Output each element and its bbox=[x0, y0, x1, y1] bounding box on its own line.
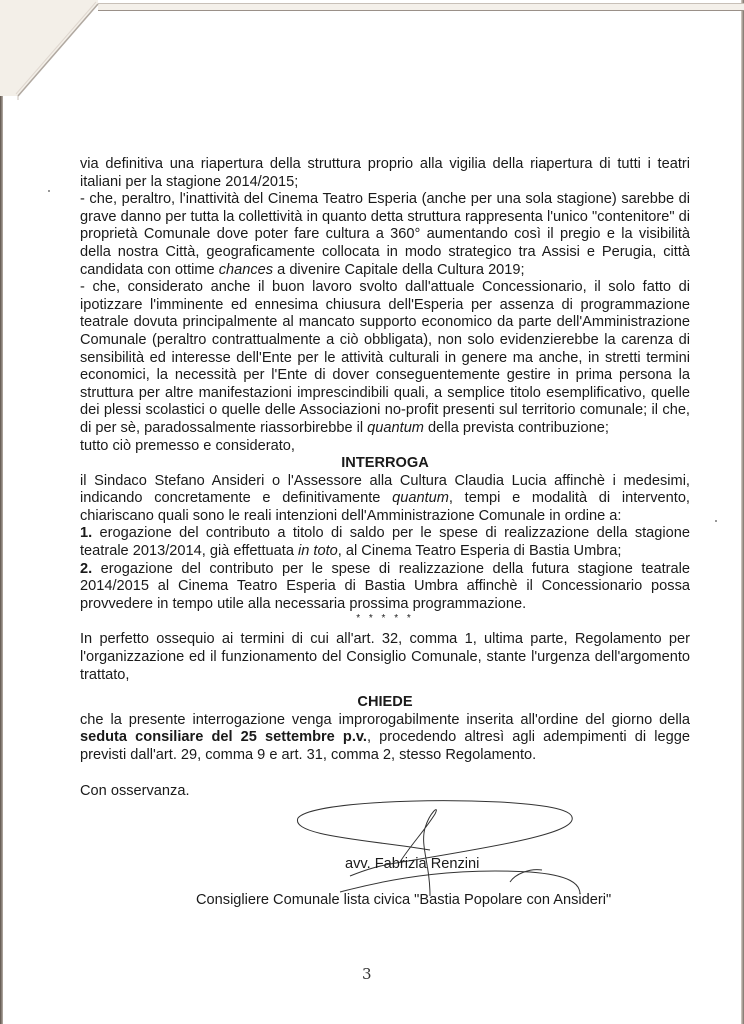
paragraph-text: - che, peraltro, l'inattività del Cinema Teatro Esperia (anche per una sola stagione) sarebbe di grave danno per tutta la collettività in quanto detta struttura rappresenta l'unico "contenitore" di proprietà Comunale dove poter fare cultura a 360° aumentando così il pregio e la visibilità della nostra Città, geograficamente collocata in modo strategico tra Assisi e Perugia, città candidata con ottime bbox=[80, 191, 690, 278]
paragraph-text: che la presente interrogazione venga improrogabilmente inserita all'ordine del giorno della bbox=[80, 711, 690, 728]
bold-date: seduta consiliare del 25 settembre p.v. bbox=[80, 729, 367, 746]
paragraph-text: a divenire Capitale della Cultura 2019; bbox=[273, 261, 525, 278]
italic-term: chances bbox=[218, 261, 274, 278]
list-item-number: 2. bbox=[80, 560, 93, 577]
handwritten-signature bbox=[280, 798, 660, 898]
paragraph-concessionario bbox=[80, 279, 690, 437]
scan-speck bbox=[48, 190, 50, 192]
signature-block bbox=[80, 806, 690, 892]
page-top-edge bbox=[98, 3, 744, 11]
closing-salutation: Con osservanza. bbox=[80, 782, 190, 799]
heading-chiede: CHIEDE bbox=[357, 694, 413, 711]
paragraph-premesso: tutto ciò premesso e considerato, bbox=[80, 437, 295, 454]
page-number: 3 bbox=[362, 965, 372, 983]
paragraph-interroga bbox=[80, 473, 690, 526]
paragraph-text: , procedendo altresì agli adempimenti di legge previsti dall'art. 29, comma 9 e art. 31, comma 2, stesso Regolamento. bbox=[80, 729, 691, 763]
paragraph-text: , tempi e modalità di intervento, chiariscano quali sono le reali intenzioni dell'Amministrazione Comunale in ordine a: bbox=[80, 490, 690, 524]
paragraph-text: - che, considerato anche il buon lavoro svolto dall'attuale Concessionario, il solo fatto di ipotizzare l'imminente ed ennesima chiusura dell'Esperia per assenza di programmazione teatrale dovuta principalmente al mancato supporto economico da parte dell'Amministrazione Comunale (peraltro contrattualmente a ciò obbligata), non solo evidenzierebbe la carenza di sensibilità ed interesse dell'Ente per le attività culturali in genere ma anche, in stretti termini economici, la necessità per l'Ente di dover conseguentemente gestire in prima persona la struttura per altre manifestazioni imprescindibili quali, a semplice titolo esemplificativo, quelle dei plessi scolastici o quelle delle Associazioni no-profit presenti sul territorio comunale; il che, di per sè, paradossalmente riassorbirebbe il bbox=[80, 279, 690, 436]
list-item bbox=[80, 525, 690, 560]
italic-term: in toto bbox=[298, 543, 338, 560]
list-item-text: erogazione del contributo a titolo di saldo per le spese di realizzazione della stagione teatrale 2013/2014, già effettuata bbox=[80, 525, 690, 560]
paragraph-continuation: via definitiva una riapertura della struttura proprio alla vigilia della riapertura di tutti i teatri italiani per la stagione 2014/2015; bbox=[80, 156, 690, 190]
section-separator: * * * * * bbox=[356, 613, 414, 625]
folded-corner bbox=[0, 0, 100, 100]
document-body bbox=[80, 156, 690, 910]
scan-speck bbox=[715, 520, 717, 522]
list-item-number: 1. bbox=[80, 525, 93, 542]
paragraph-text: della prevista contribuzione; bbox=[423, 419, 609, 436]
list-item-text: erogazione del contributo per le spese di realizzazione della futura stagione teatrale 2014/2015 al Cinema Teatro Esperia di Bastia Umbra affinchè il Concessionario possa provvedere in tempo utile alla necessaria prossima programmazione. bbox=[80, 560, 690, 612]
list-item-text: , al Cinema Teatro Esperia di Bastia Umbra; bbox=[337, 543, 622, 560]
paragraph-inattivita bbox=[80, 191, 690, 279]
italic-term: quantum bbox=[392, 490, 449, 507]
scan-edge-left bbox=[0, 0, 3, 1024]
signer-name: avv. Fabrizia Renzini bbox=[345, 856, 480, 873]
list-item bbox=[80, 561, 690, 614]
signer-role: Consigliere Comunale lista civica "Bastia Popolare con Ansideri" bbox=[196, 892, 612, 909]
paragraph-chiede bbox=[80, 712, 690, 765]
heading-interroga: INTERROGA bbox=[341, 455, 429, 472]
italic-term: quantum bbox=[367, 419, 424, 436]
paragraph-ossequio: In perfetto ossequio ai termini di cui all'art. 32, comma 1, ultima parte, Regolamento per l'organizzazione ed il funzionamento del Consiglio Comunale, stante l'urgenza dell'argomento trattato, bbox=[80, 631, 690, 683]
spacer bbox=[80, 684, 690, 694]
paragraph-text: il Sindaco Stefano Ansideri o l'Assessore alla Cultura Claudia Lucia affinchè i medesimi, indicando concretamente e definitivamente bbox=[80, 472, 690, 507]
